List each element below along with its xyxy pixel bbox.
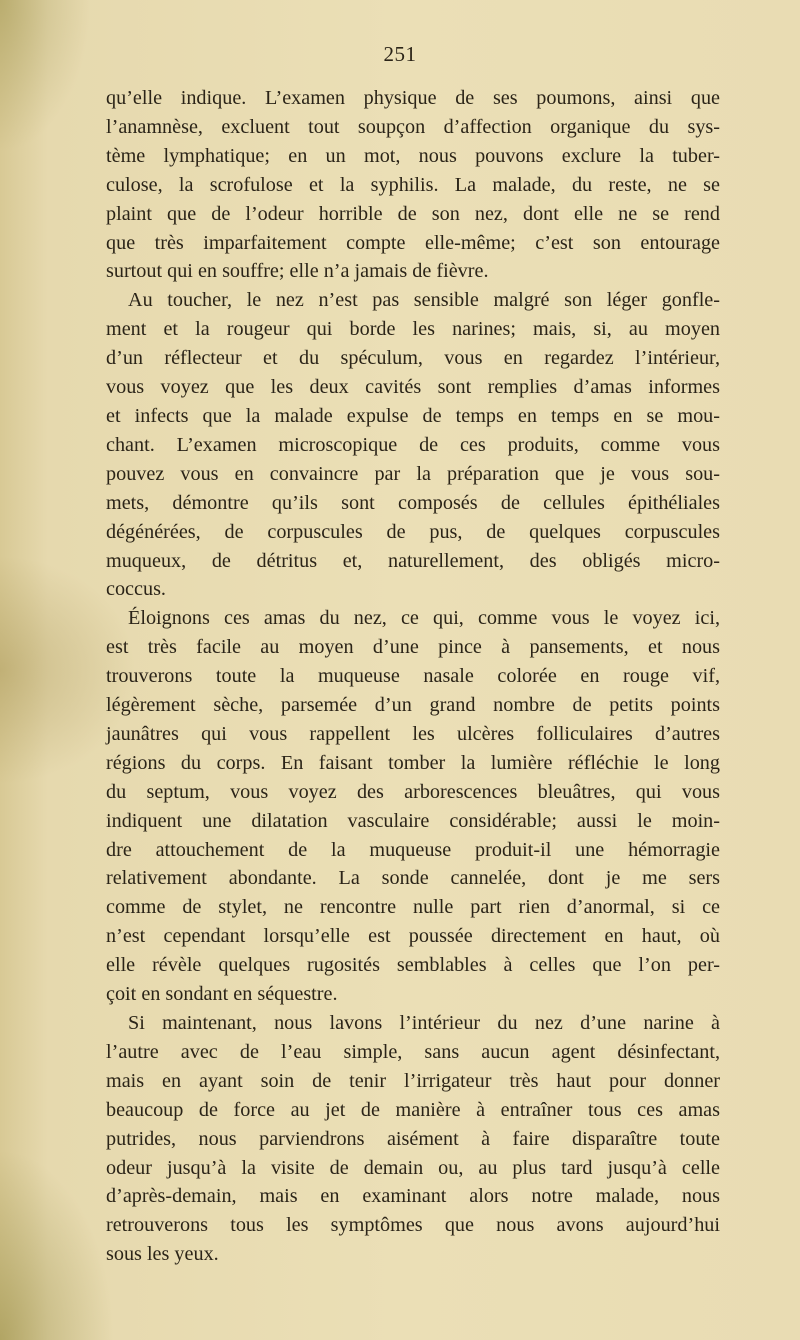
text-line: légèrement sèche, parsemée d’un grand nombre de petits points: [106, 694, 720, 717]
text-line: chant. L’examen microscopique de ces produits, comme vous: [106, 433, 720, 456]
text-line: régions du corps. En faisant tomber la lumière réfléchie le long: [106, 751, 720, 774]
text-line: pouvez vous en convaincre par la préparation que je vous sou-: [106, 462, 720, 485]
text-line: mais en ayant soin de tenir l’irrigateur très haut pour donner: [106, 1069, 720, 1092]
text-line: çoit en sondant en séquestre.: [106, 983, 338, 1006]
text-line: Si maintenant, nous lavons l’intérieur du nez d’une narine à: [128, 1012, 720, 1034]
paragraph: [106, 286, 720, 604]
text-line: jaunâtres qui vous rappellent les ulcères folliculaires d’autres: [106, 722, 720, 745]
text-line: dégénérées, de corpuscules de pus, de quelques corpuscules: [106, 520, 720, 543]
paragraph: [106, 84, 720, 286]
text-line: muqueux, de détritus et, naturellement, des obligés micro-: [106, 549, 720, 572]
text-line: indiquent une dilatation vasculaire considérable; aussi le moin-: [106, 809, 720, 832]
text-line: que très imparfaitement compte elle-même; c’est son entourage: [106, 231, 720, 254]
text-line: retrouverons tous les symptômes que nous avons aujourd’hui: [106, 1214, 720, 1237]
text-line: sous les yeux.: [106, 1243, 219, 1266]
text-line: et infects que la malade expulse de temps en temps en se mou-: [106, 404, 720, 427]
text-line: du septum, vous voyez des arborescences bleuâtres, qui vous: [106, 780, 720, 803]
text-line: relativement abondante. La sonde cannelée, dont je me sers: [106, 867, 720, 890]
text-line: coccus.: [106, 578, 166, 601]
text-line: l’autre avec de l’eau simple, sans aucun agent désinfectant,: [106, 1040, 720, 1063]
text-line: ment et la rougeur qui borde les narines; mais, si, au moyen: [106, 318, 720, 341]
text-line: Éloignons ces amas du nez, ce qui, comme vous le voyez ici,: [128, 607, 720, 630]
text-line: odeur jusqu’à la visite de demain ou, au plus tard jusqu’à celle: [106, 1156, 720, 1179]
text-line: d’après-demain, mais en examinant alors notre malade, nous: [106, 1185, 720, 1208]
text-line: Au toucher, le nez n’est pas sensible malgré son léger gonfle-: [128, 289, 720, 312]
page-number: 251: [383, 42, 417, 66]
text-line: n’est cependant lorsqu’elle est poussée directement en haut, où: [106, 925, 720, 948]
text-line: comme de stylet, ne rencontre nulle part rien d’anormal, si ce: [106, 896, 720, 919]
paragraph: [106, 1009, 720, 1269]
paragraph: [106, 604, 720, 1009]
text-line: mets, démontre qu’ils sont composés de cellules épithéliales: [106, 491, 720, 514]
text-line: est très facile au moyen d’une pince à pansements, et nous: [106, 636, 720, 659]
body-text: [106, 84, 720, 1269]
text-line: elle révèle quelques rugosités semblables à celles que l’on per-: [106, 954, 720, 977]
text-line: tème lymphatique; en un mot, nous pouvons exclure la tuber-: [106, 144, 720, 167]
text-line: d’un réflecteur et du spéculum, vous en regardez l’intérieur,: [106, 347, 720, 370]
text-line: l’anamnèse, excluent tout soupçon d’affection organique du sys-: [106, 115, 720, 138]
text-line: qu’elle indique. L’examen physique de ses poumons, ainsi que: [106, 87, 720, 109]
text-line: putrides, nous parviendrons aisément à faire disparaître toute: [106, 1127, 720, 1150]
text-line: culose, la scrofulose et la syphilis. La malade, du reste, ne se: [106, 173, 720, 196]
text-line: beaucoup de force au jet de manière à entraîner tous ces amas: [106, 1098, 720, 1121]
text-line: vous voyez que les deux cavités sont remplies d’amas informes: [106, 376, 720, 399]
text-line: surtout qui en souffre; elle n’a jamais de fièvre.: [106, 260, 489, 283]
text-line: dre attouchement de la muqueuse produit-il une hémorragie: [106, 838, 720, 861]
text-line: trouverons toute la muqueuse nasale colorée en rouge vif,: [106, 665, 720, 688]
text-line: plaint que de l’odeur horrible de son nez, dont elle ne se rend: [106, 202, 720, 225]
